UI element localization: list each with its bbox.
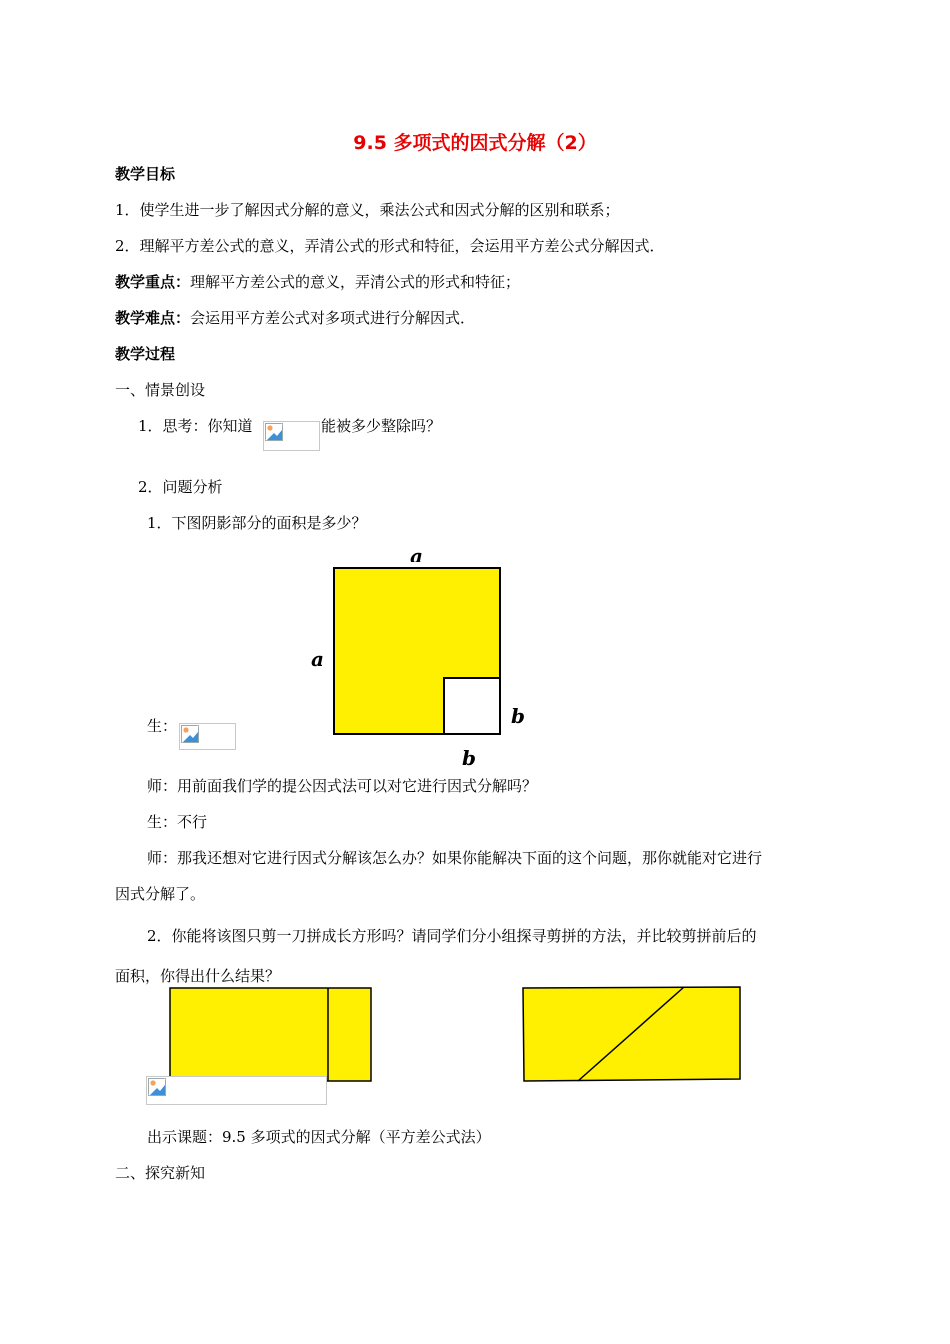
teacher-line-2a: 师：那我还想对它进行因式分解该怎么办？如果你能解决下面的这个问题，那你就能对它进行 xyxy=(147,849,763,867)
question-2-line-1: 2．你能将该图只剪一刀拼成长方形吗？请同学们分小组探寻剪拼的方法，并比较剪拼前后的 xyxy=(147,927,757,945)
answer-image-placeholder xyxy=(179,723,236,750)
result-image-placeholder xyxy=(146,1076,327,1105)
square-figure xyxy=(300,548,540,770)
rect-left-fill xyxy=(170,988,371,1081)
process-heading: 教学过程 xyxy=(115,345,176,363)
think-before: 1．思考：你知道 xyxy=(138,417,253,435)
broken-image-icon xyxy=(181,725,199,743)
difficulty xyxy=(115,308,475,328)
broken-image-icon xyxy=(148,1078,166,1096)
topic-line: 出示课题：9.5 多项式的因式分解（平方差公式法） xyxy=(147,1128,491,1146)
formula-image-placeholder xyxy=(263,421,320,451)
label-right-b: b xyxy=(511,704,525,728)
objective-2: 2．理解平方差公式的意义，弄清公式的形式和特征，会运用平方差公式分解因式． xyxy=(115,237,665,255)
think-after: 能被多少整除吗？ xyxy=(321,417,442,435)
label-bottom-b: b xyxy=(462,746,476,770)
objective-1: 1．使学生进一步了解因式分解的意义，乘法公式和因式分解的区别和联系； xyxy=(115,201,620,219)
section-1-heading: 一、情景创设 xyxy=(115,381,206,399)
student-label: 生： xyxy=(147,717,178,735)
key-point-label: 教学重点： xyxy=(115,273,191,291)
broken-image-icon xyxy=(265,423,283,441)
teacher-line-2b: 因式分解了。 xyxy=(115,885,206,903)
student-line-2: 生：不行 xyxy=(147,813,208,831)
section-2-heading: 二、探究新知 xyxy=(115,1164,206,1182)
teacher-line-1: 师：用前面我们学的提公因式法可以对它进行因式分解吗？ xyxy=(147,777,538,795)
question-1: 1．下图阴影部分的面积是多少？ xyxy=(147,514,367,532)
key-point-text: 理解平方差公式的意义，弄清公式的形式和特征； xyxy=(190,273,521,291)
label-left-a: a xyxy=(311,647,324,671)
rectangle-diagonal-cut xyxy=(518,982,746,1088)
problem-analysis: 2．问题分析 xyxy=(138,478,223,496)
difficulty-label: 教学难点： xyxy=(115,309,191,327)
objectives-heading: 教学目标 xyxy=(115,165,176,183)
small-square-removed xyxy=(444,678,500,734)
key-point xyxy=(115,272,520,292)
question-2-line-2: 面积，你得出什么结果？ xyxy=(115,967,281,985)
rectangle-vertical-cut xyxy=(165,983,377,1087)
label-top-a: a xyxy=(410,544,423,562)
page-title: 9.5 多项式的因式分解（2） xyxy=(353,132,597,154)
difficulty-text: 会运用平方差公式对多项式进行分解因式． xyxy=(190,309,476,327)
